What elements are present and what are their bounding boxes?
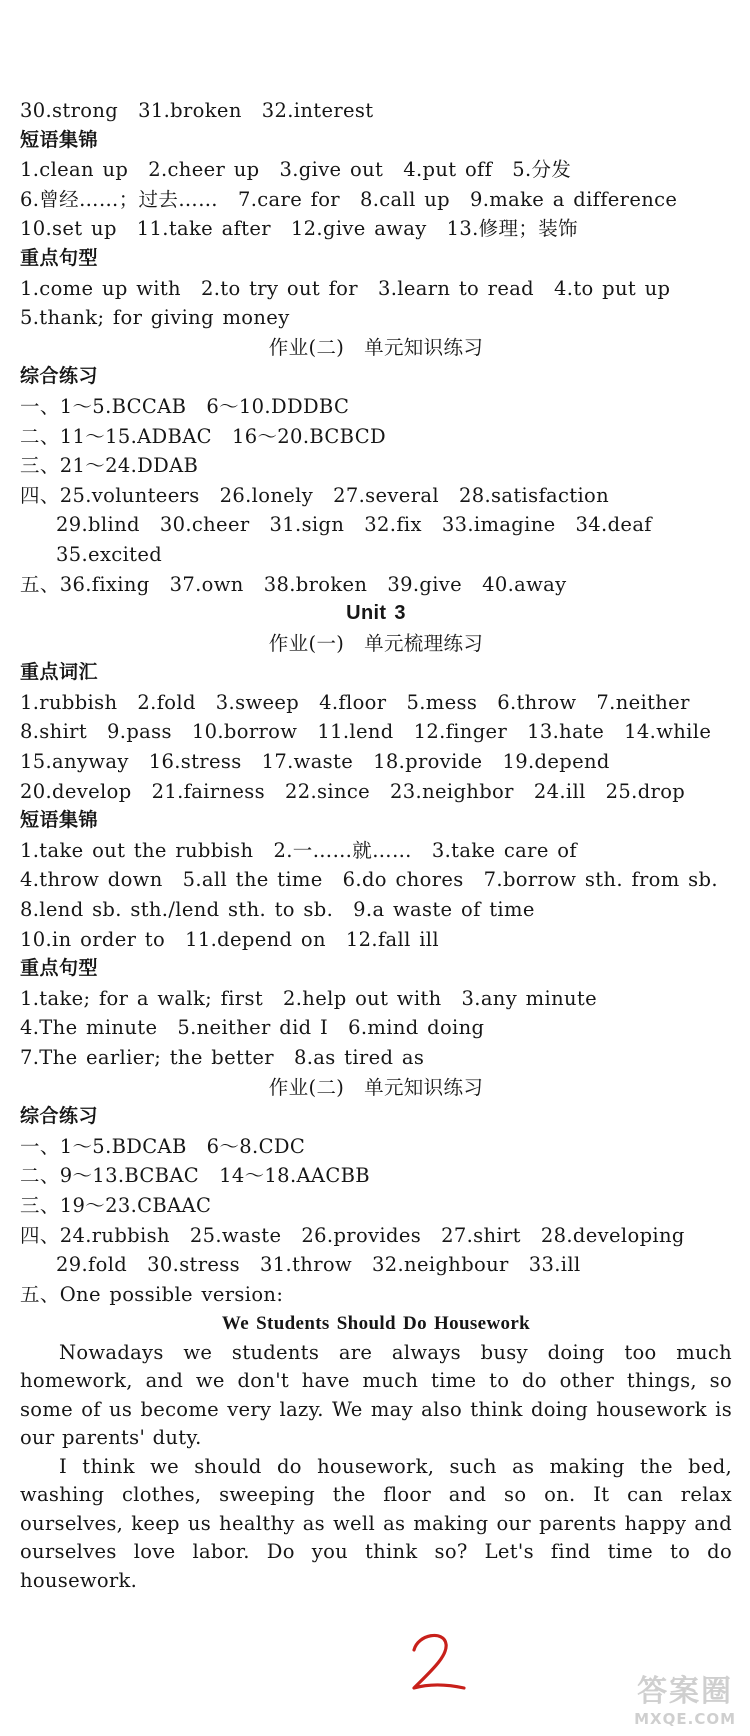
answer-line bbox=[20, 274, 732, 304]
answer-item: 13.hate bbox=[527, 720, 605, 744]
answer-line bbox=[20, 688, 732, 718]
answer-item: 1.take; for a walk; first bbox=[20, 986, 263, 1010]
answer-item: 3.give out bbox=[279, 158, 384, 182]
answer-line bbox=[20, 836, 732, 866]
answer-item: 14.while bbox=[624, 720, 712, 744]
answer-item: 二、9～13.BCBAC bbox=[20, 1164, 200, 1188]
answer-item: 2.help out with bbox=[283, 986, 442, 1010]
section-heading: 重点词汇 bbox=[20, 661, 99, 684]
answer-item: 3.sweep bbox=[215, 690, 300, 714]
answer-item: 33.ill bbox=[528, 1253, 581, 1277]
answer-line bbox=[20, 1250, 732, 1280]
answer-item: 2.一……就…… bbox=[273, 838, 412, 862]
answer-item: 32.neighbour bbox=[372, 1253, 509, 1277]
answer-item: 5.mess bbox=[406, 690, 478, 714]
answer-page bbox=[20, 96, 732, 1595]
answer-item: 27.several bbox=[333, 483, 439, 507]
answer-line bbox=[20, 540, 732, 570]
answer-item: 9.make a difference bbox=[469, 187, 678, 211]
answer-item: 4.floor bbox=[319, 690, 387, 714]
answer-item: 6.mind doing bbox=[348, 1016, 485, 1040]
answer-item: 10.in order to bbox=[20, 927, 166, 951]
answer-item: 7.borrow sth. from sb. bbox=[483, 868, 718, 892]
answer-line bbox=[20, 747, 732, 777]
homework-title: 作业(二) 单元知识练习 bbox=[268, 1075, 484, 1099]
answer-item: 7.The earlier; the better bbox=[20, 1046, 274, 1069]
answer-item: 3.any minute bbox=[461, 986, 597, 1010]
answer-item: 5.thank; for giving money bbox=[20, 306, 290, 330]
answer-item: 9.a waste of time bbox=[353, 898, 535, 922]
answer-line bbox=[20, 1013, 732, 1043]
answer-line bbox=[20, 1161, 732, 1191]
unit-title: Unit 3 bbox=[346, 602, 406, 625]
answer-item: 15.anyway bbox=[20, 750, 129, 774]
answer-line bbox=[20, 1132, 732, 1162]
answer-item: 8.call up bbox=[359, 187, 450, 211]
answer-item: 12.give away bbox=[290, 217, 427, 241]
answer-line bbox=[20, 185, 732, 215]
answer-item: 29.blind bbox=[56, 513, 140, 537]
answer-line bbox=[20, 392, 732, 422]
answer-item: 6.throw bbox=[497, 690, 577, 714]
answer-item: 20.develop bbox=[20, 779, 132, 803]
answer-item: 一、1～5.BCCAB bbox=[20, 394, 187, 418]
answer-item: 12.finger bbox=[413, 720, 508, 744]
essay-title: We Students Should Do Housework bbox=[221, 1313, 531, 1335]
answer-item: 5.all the time bbox=[182, 868, 323, 892]
answer-line bbox=[20, 481, 732, 511]
answer-item: 8.as tired as bbox=[293, 1046, 425, 1069]
answer-line bbox=[20, 155, 732, 185]
answer-item: 13.修理；装饰 bbox=[446, 217, 578, 241]
answer-item: 21.fairness bbox=[151, 779, 265, 803]
answer-item: 三、21～24.DDAB bbox=[20, 454, 199, 478]
handwritten-page-number bbox=[408, 1628, 468, 1698]
answer-line bbox=[20, 1043, 732, 1073]
answer-line bbox=[20, 865, 732, 895]
answer-line bbox=[20, 303, 732, 333]
answer-line bbox=[20, 510, 732, 540]
answer-item: 28.developing bbox=[540, 1223, 685, 1247]
answer-item: 10.borrow bbox=[191, 720, 298, 744]
answer-item: 31.throw bbox=[260, 1253, 352, 1277]
section-heading: 短语集锦 bbox=[20, 809, 99, 832]
homework-title: 作业(二) 单元知识练习 bbox=[268, 335, 484, 359]
answer-item: 10.set up bbox=[20, 217, 117, 241]
answer-item: 30.cheer bbox=[159, 513, 250, 537]
answer-item: 2.to try out for bbox=[200, 276, 358, 300]
answer-item: 34.deaf bbox=[575, 513, 652, 537]
answer-item: 26.provides bbox=[301, 1223, 422, 1247]
answer-item: 14～18.AACBB bbox=[219, 1164, 370, 1188]
answer-item: 9.pass bbox=[107, 720, 172, 744]
answer-item: 5.neither did I bbox=[177, 1016, 329, 1040]
answer-item: 40.away bbox=[482, 572, 567, 596]
answer-item: 31.broken bbox=[138, 99, 242, 122]
answer-item: 29.fold bbox=[56, 1253, 128, 1277]
answer-line bbox=[20, 777, 732, 807]
answer-line bbox=[20, 451, 732, 481]
answer-item: 33.imagine bbox=[441, 513, 556, 537]
answer-line bbox=[20, 1280, 732, 1310]
answer-item: 1.rubbish bbox=[20, 690, 118, 714]
answer-item: 一、1～5.BDCAB bbox=[20, 1134, 187, 1158]
answer-item: 6.曾经……；过去…… bbox=[20, 187, 218, 211]
section-heading: 短语集锦 bbox=[20, 128, 99, 151]
answer-line bbox=[20, 984, 732, 1014]
answer-item: 四、24.rubbish bbox=[20, 1223, 170, 1247]
answer-item: 2.cheer up bbox=[148, 158, 260, 182]
watermark-url: MXQE.COM bbox=[634, 1710, 736, 1728]
answer-item: 32.interest bbox=[261, 99, 374, 122]
watermark bbox=[634, 1666, 736, 1728]
section-heading: 综合练习 bbox=[20, 365, 99, 388]
answer-item: 16.stress bbox=[148, 750, 242, 774]
answer-item: 11.take after bbox=[136, 217, 271, 241]
essay-paragraph: I think we should do housework, such as making the bed, washing clothes, sweeping the floor and so on. It can relax ourselves, keep us healthy as well as making our parents happy and ourselves love labor. Do you think so? Let's find time to do housework. bbox=[20, 1454, 732, 1592]
answer-item: 4.put off bbox=[403, 158, 493, 182]
answer-line bbox=[20, 1221, 732, 1251]
answer-item: 7.care for bbox=[237, 187, 340, 211]
essay-paragraph: Nowadays we students are always busy doing too much homework, and we don't have much time to do other things, so some of us become very lazy. We may also think doing housework is our parents' duty. bbox=[20, 1340, 732, 1450]
answer-item: 5.分发 bbox=[512, 158, 572, 182]
answer-item: 1.clean up bbox=[20, 158, 129, 182]
answer-line bbox=[20, 925, 732, 955]
answer-line bbox=[20, 422, 732, 452]
section-heading: 重点句型 bbox=[20, 957, 99, 980]
answer-line bbox=[20, 570, 732, 600]
answer-item: 27.shirt bbox=[441, 1223, 521, 1247]
answer-item: 12.fall ill bbox=[345, 927, 439, 951]
answer-item: 2.fold bbox=[137, 690, 196, 714]
answer-item: 30.stress bbox=[147, 1253, 241, 1277]
answer-item: 6～10.DDDBC bbox=[206, 394, 350, 418]
answer-item: 11.lend bbox=[317, 720, 394, 744]
answer-item: 16～20.BCBCD bbox=[231, 424, 386, 448]
answer-item: 11.depend on bbox=[185, 927, 326, 951]
answer-item: 31.sign bbox=[269, 513, 345, 537]
answer-item: 3.take care of bbox=[431, 838, 577, 862]
answer-item: 22.since bbox=[284, 779, 371, 803]
answer-line bbox=[20, 1191, 732, 1221]
answer-item: 四、25.volunteers bbox=[20, 483, 200, 507]
answer-item: 五、36.fixing bbox=[20, 572, 150, 596]
answer-item: 37.own bbox=[169, 572, 244, 596]
answer-item: 30.strong bbox=[20, 99, 119, 122]
answer-item: 25.waste bbox=[189, 1223, 282, 1247]
answer-item: 三、19～23.CBAAC bbox=[20, 1193, 212, 1217]
answer-line bbox=[20, 214, 732, 244]
answer-item: 1.come up with bbox=[20, 276, 181, 300]
answer-item: 1.take out the rubbish bbox=[20, 838, 254, 862]
answer-item: 25.drop bbox=[605, 779, 686, 803]
answer-item: 6～8.CDC bbox=[206, 1134, 306, 1158]
answer-line bbox=[20, 96, 732, 126]
answer-item: 17.waste bbox=[261, 750, 354, 774]
answer-item: 五、One possible version: bbox=[20, 1282, 284, 1306]
answer-item: 6.do chores bbox=[342, 868, 464, 892]
answer-item: 24.ill bbox=[533, 779, 586, 803]
answer-item: 18.provide bbox=[373, 750, 483, 774]
answer-item: 二、11～15.ADBAC bbox=[20, 424, 212, 448]
answer-item: 32.fix bbox=[364, 513, 422, 537]
answer-item: 8.lend sb. sth./lend sth. to sb. bbox=[20, 898, 334, 922]
answer-item: 28.satisfaction bbox=[458, 483, 610, 507]
answer-item: 19.depend bbox=[502, 750, 610, 774]
answer-item: 4.to put up bbox=[554, 276, 671, 300]
section-heading: 综合练习 bbox=[20, 1105, 99, 1128]
answer-item: 4.throw down bbox=[20, 868, 163, 892]
answer-item: 7.neither bbox=[596, 690, 690, 714]
answer-item: 23.neighbor bbox=[390, 779, 514, 803]
answer-line bbox=[20, 717, 732, 747]
answer-item: 35.excited bbox=[56, 542, 163, 566]
answer-item: 4.The minute bbox=[20, 1016, 158, 1040]
answer-item: 39.give bbox=[387, 572, 463, 596]
watermark-logo-text: 答案圈 bbox=[637, 1674, 734, 1709]
answer-item: 38.broken bbox=[263, 572, 368, 596]
answer-item: 3.learn to read bbox=[377, 276, 535, 300]
homework-title: 作业(一) 单元梳理练习 bbox=[268, 631, 484, 655]
section-heading: 重点句型 bbox=[20, 246, 99, 269]
answer-line bbox=[20, 895, 732, 925]
answer-item: 8.shirt bbox=[20, 720, 88, 744]
answer-item: 26.lonely bbox=[219, 483, 314, 507]
